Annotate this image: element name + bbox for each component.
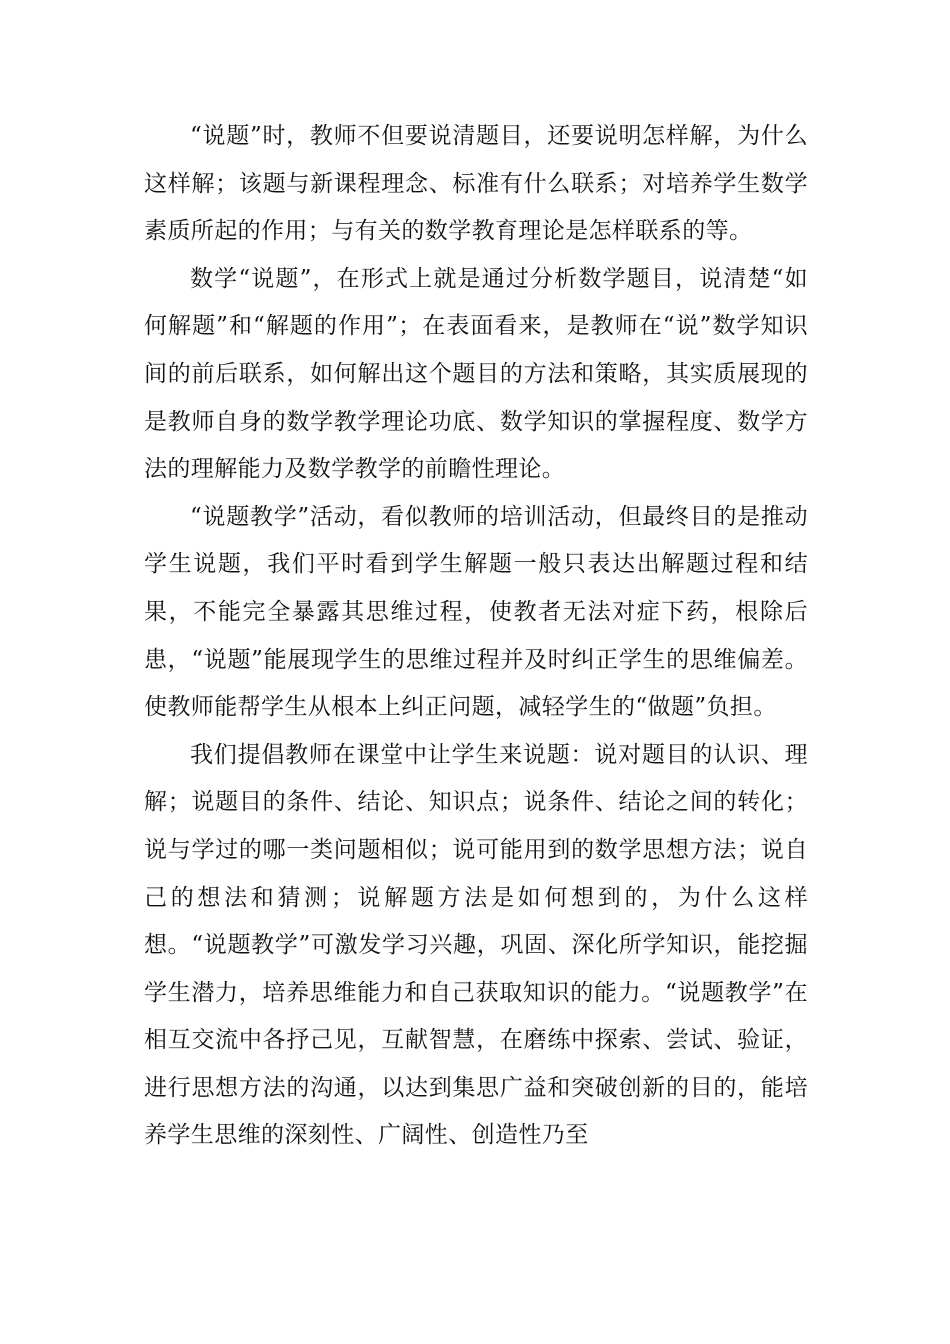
document-body [144,113,808,1160]
paragraph-4: 我们提倡教师在课堂中让学生来说题：说对题目的认识、理解；说题目的条件、结论、知识点；说条件、结论之间的转化；说与学过的哪一类问题相似；说可能用到的数学思想方法；说自己的想法和猜测；说解题方法是如何想到的，为什么这样想。“说题教学”可激发学习兴趣，巩固、深化所学知识，能挖掘学生潜力，培养思维能力和自己获取知识的能力。“说题教学”在相互交流中各抒己见，互献智慧，在磨练中探索、尝试、验证，进行思想方法的沟通，以达到集思广益和突破创新的目的，能培养学生思维的深刻性、广阔性、创造性乃至 [144,741,808,1149]
paragraph-1: “说题”时，教师不但要说清题目，还要说明怎样解，为什么这样解；该题与新课程理念、标准有什么联系；对培养学生数学素质所起的作用；与有关的数学教育理论是怎样联系的等。 [144,123,808,245]
paragraph-2: 数学“说题”，在形式上就是通过分析数学题目，说清楚“如何解题”和“解题的作用”；在表面看来，是教师在“说”数学知识间的前后联系，如何解出这个题目的方法和策略，其实质展现的是教师自身的数学教学理论功底、数学知识的掌握程度、数学方法的理解能力及数学教学的前瞻性理论。 [144,265,808,483]
paragraph-3: “说题教学”活动，看似教师的培训活动，但最终目的是推动学生说题，我们平时看到学生解题一般只表达出解题过程和结果，不能完全暴露其思维过程，使教者无法对症下药，根除后患，“说题”能展现学生的思维过程并及时纠正学生的思维偏差。使教师能帮学生从根本上纠正问题，减轻学生的“做题”负担。 [144,503,808,721]
